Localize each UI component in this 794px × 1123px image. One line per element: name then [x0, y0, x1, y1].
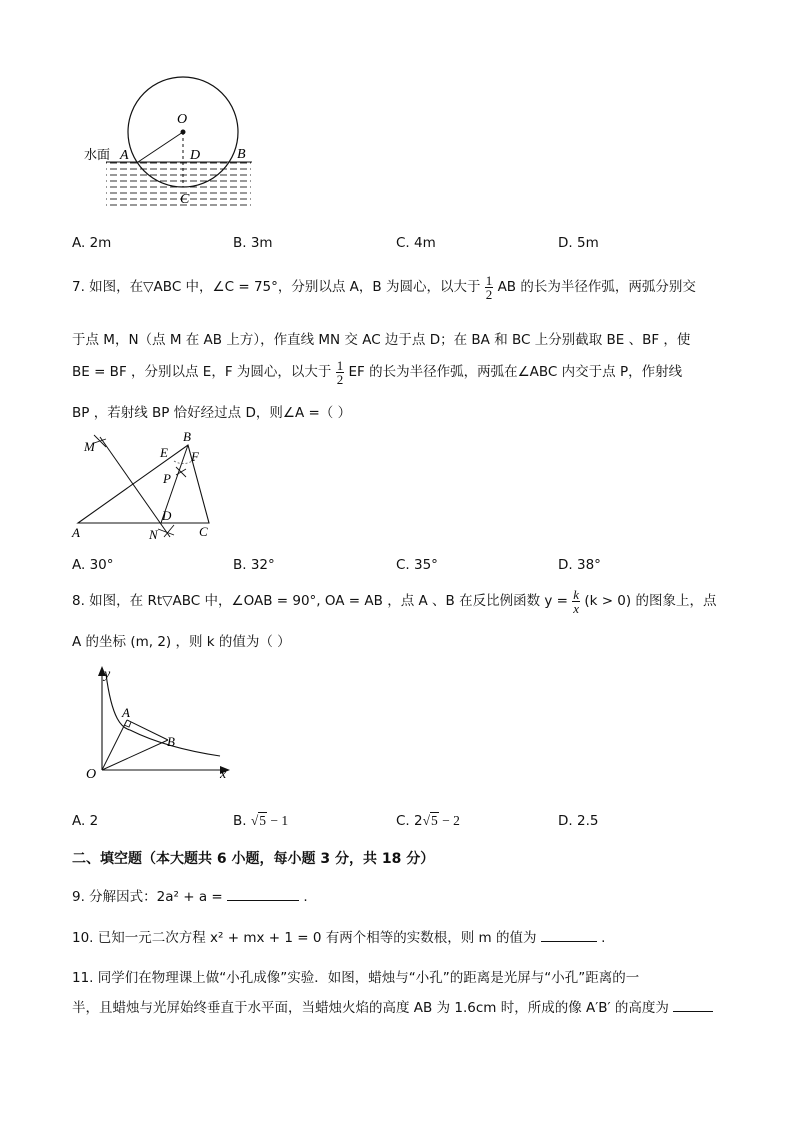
q7-label-F: F: [191, 449, 199, 464]
q7-line-1-b: AB 的长为半径作弧，两弧分别交: [497, 279, 696, 295]
q11-blank[interactable]: [673, 999, 713, 1012]
label-D: D: [190, 148, 201, 163]
label-A: A: [120, 148, 129, 163]
q10-end: .: [601, 930, 606, 946]
q7-line-2: 于点 M，N（点 M 在 AB 上方），作直线 MN 交 AC 边于点 D；在 BA 和 BC 上分别截取 BE 、BF ，使: [72, 332, 691, 348]
q8-line-1-a: 8. 如图，在 Rt▽ABC 中，∠OAB = 90°, OA = AB ，点 A 、B 在反比例函数 y =: [72, 593, 568, 609]
q7-line-3: [72, 357, 682, 387]
inverse-function-figure: [70, 660, 240, 784]
q8-label-A: A: [122, 705, 130, 720]
q7-line-3-a: BE = BF ，分别以点 E，F 为圆心，以大于: [72, 364, 332, 380]
q8-option-b: B. √5 − 1: [233, 813, 289, 829]
q7-label-C: C: [199, 524, 208, 539]
q8-fraction: $\frac{k}{x}$: [573, 586, 580, 616]
q8-label-B: B: [167, 734, 175, 749]
water-label: 水面: [84, 148, 111, 163]
q8-line-1: [72, 586, 716, 616]
q10-text: 10. 已知一元二次方程 x² + mx + 1 = 0 有两个相等的实数根，则 m 的值为: [72, 930, 537, 946]
label-C: C: [180, 192, 190, 207]
q6-option-d: D. 5m: [558, 235, 599, 251]
q6-option-a: A. 2m: [72, 235, 112, 251]
q7-line-1: [72, 272, 696, 302]
q7-label-M: M: [84, 439, 95, 454]
q10-blank[interactable]: [541, 929, 597, 942]
q8-label-O: O: [86, 767, 97, 782]
q8-option-d: D. 2.5: [558, 813, 599, 829]
q7-fraction-1: $\frac{1}{2}$: [485, 272, 493, 302]
q10-line: [72, 926, 605, 946]
q9-text: 9. 分解因式：2a² + a =: [72, 889, 223, 905]
q7-line-1-a: 7. 如图，在▽ABC 中，∠C = 75°，分别以点 A，B 为圆心，以大于: [72, 279, 481, 295]
q7-line-4: BP ，若射线 BP 恰好经过点 D，则∠A =（ ）: [72, 405, 352, 421]
q6-option-b: B. 3m: [233, 235, 273, 251]
q7-fraction-2: $\frac{1}{2}$: [336, 357, 344, 387]
section-2-title: 二、填空题（本大题共 6 小题，每小题 3 分，共 18 分）: [72, 851, 435, 867]
q9-line: [72, 885, 308, 905]
q8-option-a: A. 2: [72, 813, 99, 829]
q7-label-N: N: [149, 527, 158, 542]
q8-label-y: y: [104, 667, 111, 682]
q11-line-2-text: 半，且蜡烛与光屏始终垂直于水平面，当蜡烛火焰的高度 AB 为 1.6cm 时，所成的像 A′B′ 的高度为: [72, 1000, 669, 1016]
q7-label-D: D: [162, 508, 172, 523]
circle-water-figure: [80, 70, 270, 210]
label-B: B: [237, 147, 246, 162]
triangle-construction-figure: [70, 425, 230, 547]
q7-label-E: E: [160, 445, 168, 460]
q7-label-A: A: [72, 525, 80, 540]
q7-label-B: B: [183, 429, 191, 444]
q8-option-c: C. 2√5 − 2: [396, 813, 460, 829]
q7-option-d: D. 38°: [558, 557, 601, 573]
q11-line-1: 11. 同学们在物理课上做“小孔成像”实验．如图，蜡烛与“小孔”的距离是光屏与“小孔”距离的一: [72, 970, 640, 986]
q9-blank[interactable]: [227, 888, 299, 901]
q7-line-3-b: EF 的长为半径作弧，两弧在∠ABC 内交于点 P，作射线: [348, 364, 683, 380]
q8-line-2: A 的坐标 (m, 2) ，则 k 的值为（ ）: [72, 634, 291, 650]
q8-line-1-b: (k > 0) 的图象上，点: [584, 593, 717, 609]
q7-option-b: B. 32°: [233, 557, 275, 573]
q7-option-c: C. 35°: [396, 557, 438, 573]
q6-option-c: C. 4m: [396, 235, 436, 251]
q11-line-2: [72, 996, 713, 1016]
q9-end: .: [303, 889, 308, 905]
q7-label-P: P: [163, 471, 171, 486]
q7-option-a: A. 30°: [72, 557, 114, 573]
label-O: O: [177, 112, 188, 127]
q8-label-x: x: [220, 767, 227, 782]
